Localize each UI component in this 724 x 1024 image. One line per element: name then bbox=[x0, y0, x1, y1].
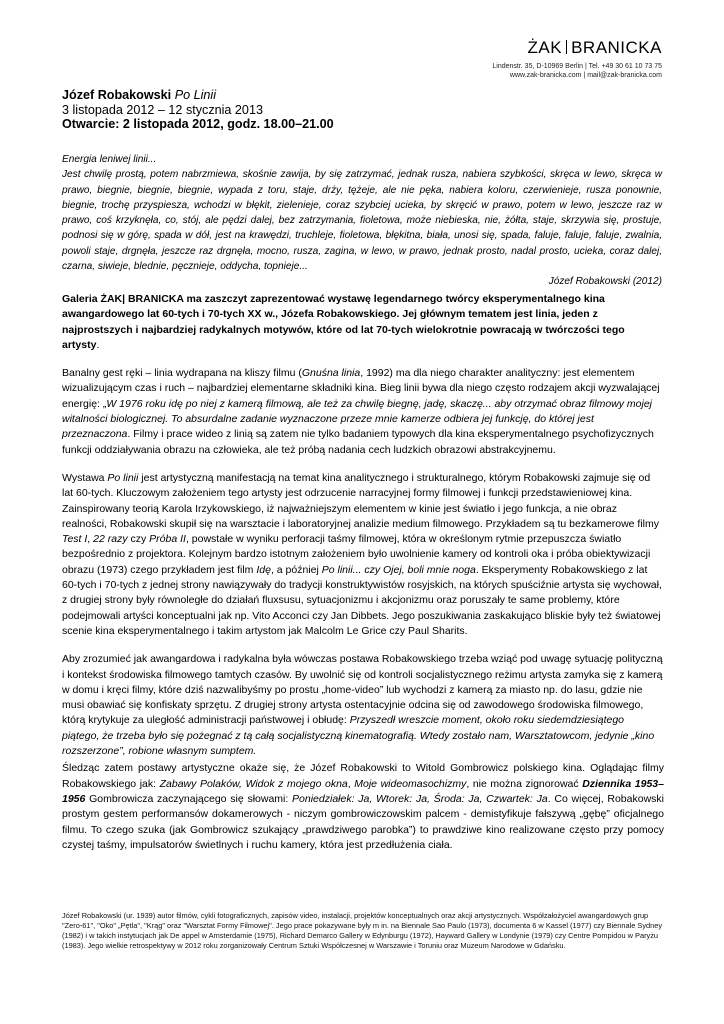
p1-text-b: , 1992) ma dla niego charakter analityczny: jest elementem wizualizującym czas i ruch – najbardziej elementarne składniki kina. Bieg linii bywa dla niego często rodzajem akcji wyzwalającej energię: „ bbox=[62, 367, 660, 410]
p2-text-e: , powstałe w wyniku perforacji taśmy filmowej, która w określonym rytmie przepuszcza światło bezpośrednio z projektora. Kolejnym bardzo istotnym założeniem było uwolnienie kamery od kontroli oka i próba obiektywizacji obrazu (1973) czego przykładem jest film bbox=[62, 533, 651, 576]
p4-text-a: Śledząc zatem postawy artystyczne okaże się, że Józef Robakowski to Witold Gombrowicz polskiego kina. Oglądając filmy Robakowskiego jak: bbox=[62, 762, 664, 790]
p4-text-b: , bbox=[347, 777, 355, 790]
p4-text-c: , nie można zignorować bbox=[466, 777, 583, 790]
artist-name: Józef Robakowski bbox=[62, 88, 172, 102]
p4-text-e: . Co więcej, Robakowski prostym gestem performansów dokamerowych - niczym gombrowiczowskim palcem - demistyfikuje fałszywą „gębę” oficjalnego filmu. To czego szuka (jak Gombrowicz szukający „prawdziwego parobka”) to prawdziwe kino realizowane często przy pomocy czystej taśmy, impulsatorów świetlnych i ruchu kamery, która jest przedłużenia ciała. bbox=[62, 792, 664, 851]
gallery-logo-block bbox=[492, 38, 662, 80]
exhibition-title: Po Linii bbox=[174, 88, 216, 102]
gallery-web-mail: www.zak-branicka.com | mail@zak-branicka.com bbox=[509, 72, 662, 79]
logo-name-left: ŻAK bbox=[527, 38, 563, 57]
lead-text: Galeria ŻAK| BRANICKA ma zaszczyt zaprezentować wystawę legendarnego twórcy eksperymentalnego kina awangardowego lat 60-tych i 70-tych XX w., Józefa Robakowskiego. Jej głównym tematem jest linia, jeden z najprostszych i najbardziej radykalnych motywów, które od lat 70-tych wielokrotnie powracają w twórczości tego artysty bbox=[62, 293, 625, 351]
paragraph-2 bbox=[62, 471, 664, 639]
p1-italic-title: Gnuśna linia bbox=[301, 367, 361, 380]
p3-text-a: Aby zrozumieć jak awangardowa i radykalna była wówczas postawa Robakowskiego trzeba wziąć pod uwagę sytuację polityczną i kontekst środowiska filmowego tamtych czasów. By uwolnić się od kontroli socjalistycznego reżimu artysta zamyka się z kamerą w domu i kręci filmy, które dziś nazwalibyśmy po prostu „home-video” lub wychodzi z kamerą za miasto np. do lasu, gdzie nie musi obawiać się konfiskaty sprzętu. Z drugiej strony artysta ostentacyjnie odcina się od zawodowego środowiska filmowego, którą krytykuje za uległość administracji państwowej i obłudę: bbox=[62, 653, 663, 727]
p2-text-g: . Eksperymenty Robakowskiego z lat 60-tych i 70-tych z jednej strony nawiązywały do tradycji konstruktywistów rosyjskich, na których spuściźnie artysta się wychował, z drugiej strony były równoległe do działań fluxsusu, sytuacjonizmu i akcjonizmu oraz poruszały te same problemy, które podejmowali artyści konceptualni jak np. Vito Acconci czy Jan Dibbets. Jego poszukiwania zaskakująco bliskie były też światowej scenie kina eksperymentalnego i takim artystom jak Malcolm Le Grice czy Paul Sharits. bbox=[62, 563, 662, 637]
exhibition-dates: 3 listopada 2012 – 12 stycznia 2013 bbox=[62, 102, 263, 117]
intro-poem bbox=[62, 152, 662, 290]
logo-name-right: BRANICKA bbox=[571, 38, 662, 57]
p1-quote: W 1976 roku idę po niej z kamerą filmową, ale też za chwilę biegnę, jadę, skaczę... aby otrzymać obraz filmowy mojej witalności biologicznej. To absurdalne zadanie wyznaczone przeze mnie kamerze odbiera jej funkcję, do której jest przeznaczona bbox=[62, 397, 653, 441]
intro-heading: Energia leniwej linii... bbox=[62, 154, 157, 165]
lead-end: . bbox=[96, 338, 100, 351]
intro-text: Jest chwilę prostą, potem nabrzmiewa, skośnie zawija, by się zatrzymać, jednak rusza, nabiera szybkości, skręca w lewo, skręca w prawo, biegnie, biegnie, biegnie, wypada z toru, staje, drży, tężeje, ale nie pęka, nabiera koloru, czerwienieje, rusza ponownie, biegnie, trochę przyspiesza, wchodzi w błękit, zielenieje, coraz szybciej ucieka, by skręcić w prawo, potem w lewo, jeszcze raz w prawo, coś krzyknęła, co, stój, ale pędzi dalej, bez zatrzymania, fioletowa, może niebieska, nie, żółta, staje, skrzywia się, prostuje, podnosi się w górę, spada w dół, jest na krawędzi, truchleje, fioletowa, błękitna, biała, unosi się, spada, faluje, faluje, faluje, zwalnia, powoli staje, drgnęła, jeszcze raz drgnęła, mocno, rusza, zagina, w lewo, w prawo, jednak prosto, nadal prosto, ucieka, coraz dalej, czarna, siwieje, blednie, pęcznieje, oddycha, topnieje... bbox=[62, 169, 662, 273]
artist-bio-footnote: Józef Robakowski (ur. 1939) autor filmów, cykli fotograficznych, zapisów video, instalacji, projektów konceptualnych oraz akcji artystycznych. Współzałożyciel awangardowych grup "Zero-61", "Oko" „Pętla", "Krąg" oraz "Warsztat Formy Filmowej". Jego prace pokazywane były m in. na Biennale Sao Paulo (1973), documenta 6 w Kassel (1977) czy Biennale Sydney (1982) i w takich instytucjach jak De appel w Amsterdamie (1975), Richard Demarco Gallery w Edynburgu (1972), Hayward Gallery w Londynie (1979) czy Centre Pompidou w Paryżu (1983). Jego wielkie retrospektywy w 2012 roku zorganizowały Centrum Sztuki Współczesnej w Warszawie i Toruniu oraz Muzeum Narodowe w Gdańsku. bbox=[62, 911, 663, 950]
p4-italic-2: Moje wideomasochizmy bbox=[354, 777, 467, 790]
p2-text-c: , bbox=[87, 533, 94, 546]
p2-italic-a: Po linii bbox=[107, 471, 139, 484]
paragraph-3 bbox=[62, 652, 664, 759]
lead-paragraph bbox=[62, 292, 664, 353]
p4-bold-italic: Dziennika 1953–1956 bbox=[62, 777, 664, 805]
p2-text-b: jest artystyczną manifestacją na temat kina analitycznego i strukturalnego, którym Robakowski zajmuje się od lat 60-tych. Kluczowym założeniem tego artysty jest odrzucenie narracyjnej formy filmowej i funkcji przedstawieniowej kina. Zainspirowany teorią Karola Irzykowskiego, iż najważniejszym elementem w kinie jest światło i jego funkcja, a nie obraz realności, Robakowski skupił się na warsztacie i laboratoryjnej analizie medium filmowego. Przykładem są tu bezkamerowe filmy bbox=[62, 471, 659, 530]
p2-italic-3: Próba II bbox=[149, 533, 186, 546]
paragraph-4 bbox=[62, 761, 664, 853]
p2-italic-4: Idę bbox=[256, 563, 271, 576]
paragraph-1 bbox=[62, 366, 664, 458]
p3-quote: Przyszedł wreszcie moment, około roku siedemdziesiątego piątego, że trzeba było się pożegnać z tą całą socjalistyczną kinematografią. Wtedy zostało nam, Warsztatowcom, jedynie „kino rozszerzone”, robione własnym sumptem. bbox=[62, 714, 655, 758]
p4-italic-1: Zabawy Polaków, Widok z mojego okna bbox=[159, 777, 348, 790]
article-body bbox=[62, 292, 664, 866]
p1-text-a: Banalny gest ręki – linia wydrapana na kliszy filmu ( bbox=[62, 367, 302, 380]
gallery-logo bbox=[492, 38, 662, 58]
exhibition-title-line bbox=[62, 88, 662, 103]
p2-text-d: czy bbox=[127, 533, 150, 546]
p4-text-d: Gombrowicza zaczynającego się słowami: bbox=[85, 792, 293, 805]
p2-italic-2: 22 razy bbox=[93, 533, 128, 546]
p4-italic-3: Poniedziałek: Ja, Wtorek: Ja, Środa: Ja, Czwartek: Ja bbox=[292, 792, 548, 805]
intro-signature: Józef Robakowski (2012) bbox=[548, 276, 662, 288]
p2-italic-5: Po linii... czy Ojej, boli mnie noga bbox=[321, 563, 476, 576]
p2-italic-1: Test I bbox=[62, 533, 88, 546]
p2-text-f: , a później bbox=[270, 563, 322, 576]
p2-text-a: Wystawa bbox=[62, 471, 108, 484]
gallery-address: Lindenstr. 35, D-10969 Berlin | Tel. +49 30 61 10 73 75 bbox=[492, 63, 662, 70]
p1-text-c: . Filmy i prace wideo z linią są zatem nie tylko badaniem typowych dla kina eksperymentalnego psychofizycznych funkcji oddziaływania obrazu na człowieka, ale też próbą nadania cech ludzkich obrazowi abstrakcyjnemu. bbox=[62, 428, 654, 456]
logo-divider bbox=[566, 40, 567, 54]
exhibition-header bbox=[62, 88, 662, 132]
exhibition-opening: Otwarcie: 2 listopada 2012, godz. 18.00–21.00 bbox=[62, 117, 334, 131]
